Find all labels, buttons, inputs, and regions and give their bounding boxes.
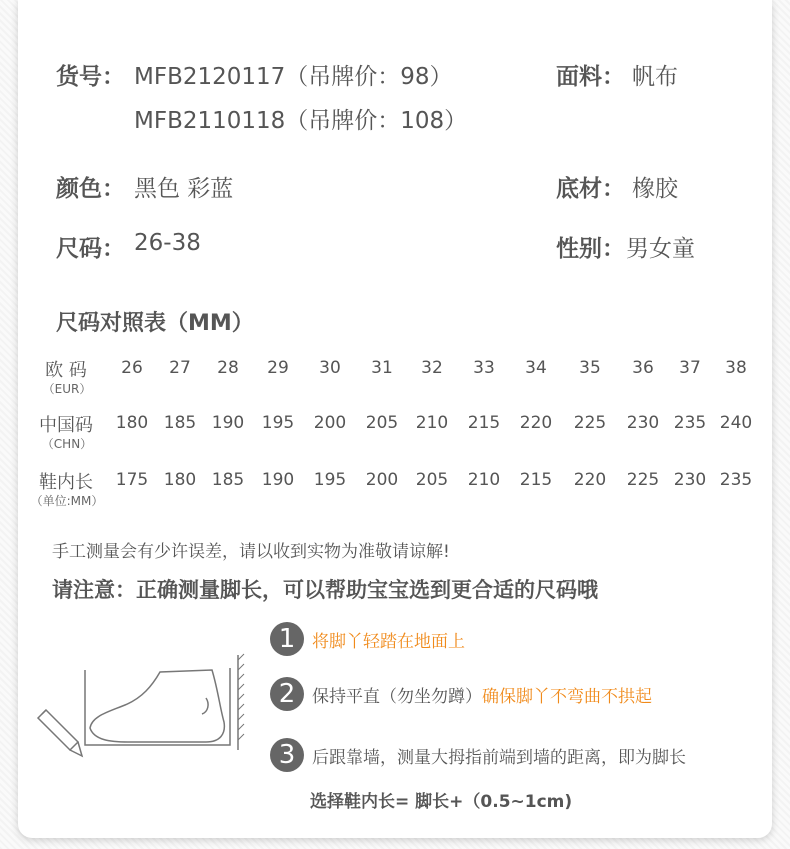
step-2-text bbox=[312, 682, 652, 707]
item-no-label: 货号： bbox=[56, 64, 125, 90]
color-label: 颜色： bbox=[56, 176, 125, 202]
step-1-highlight: 将脚丫轻踏在地面上 bbox=[312, 632, 465, 652]
item-no-value-2: MFB2110118（吊牌价：108） bbox=[134, 108, 468, 134]
step-2-highlight: 确保脚丫不弯曲不拱起 bbox=[482, 687, 652, 707]
size-cell: 30 bbox=[319, 358, 341, 378]
size-cell: 37 bbox=[679, 358, 701, 378]
step-2-plain: 保持平直（勿坐勿蹲） bbox=[312, 687, 482, 707]
size-cell: 225 bbox=[626, 470, 660, 490]
size-cell: 31 bbox=[371, 358, 393, 378]
fabric-value: 帆布 bbox=[632, 64, 678, 90]
size-row-label: 欧 码 bbox=[45, 360, 87, 381]
size-row-unit: （EUR） bbox=[42, 382, 92, 396]
size-cell: 28 bbox=[217, 358, 239, 378]
size-row-unit: （CHN） bbox=[41, 437, 93, 451]
size-cell: 38 bbox=[725, 358, 747, 378]
measurement-note: 手工测量会有少许误差，请以收到实物为准敬请谅解! bbox=[52, 542, 450, 562]
size-cell: 185 bbox=[163, 413, 197, 433]
size-cell: 185 bbox=[211, 470, 245, 490]
size-cell: 200 bbox=[313, 413, 347, 433]
size-cell: 200 bbox=[365, 470, 399, 490]
size-value: 26-38 bbox=[134, 230, 201, 256]
step-1-number: 1 bbox=[270, 622, 304, 656]
size-table-title: 尺码对照表（MM） bbox=[56, 311, 254, 336]
step-3-number: 3 bbox=[270, 738, 304, 772]
size-cell: 27 bbox=[169, 358, 191, 378]
size-cell: 29 bbox=[267, 358, 289, 378]
size-row-label: 中国码 bbox=[39, 415, 93, 436]
step-1-text bbox=[312, 627, 465, 652]
size-cell: 175 bbox=[115, 470, 149, 490]
size-row-label: 鞋内长 bbox=[39, 472, 93, 493]
size-cell: 35 bbox=[579, 358, 601, 378]
step-3-text bbox=[312, 743, 686, 768]
gender-value: 男女童 bbox=[626, 236, 695, 262]
size-cell: 195 bbox=[313, 470, 347, 490]
size-cell: 190 bbox=[211, 413, 245, 433]
item-no-value-1: MFB2120117（吊牌价：98） bbox=[134, 64, 453, 90]
size-cell: 225 bbox=[573, 413, 607, 433]
size-cell: 190 bbox=[261, 470, 295, 490]
foot-measurement-illustration bbox=[30, 650, 250, 770]
size-cell: 180 bbox=[163, 470, 197, 490]
size-cell: 230 bbox=[626, 413, 660, 433]
size-cell: 34 bbox=[525, 358, 547, 378]
size-cell: 210 bbox=[415, 413, 449, 433]
sole-value: 橡胶 bbox=[632, 176, 678, 202]
sole-label: 底材： bbox=[556, 176, 625, 202]
gender-label: 性别： bbox=[556, 236, 625, 262]
color-value: 黑色 彩蓝 bbox=[134, 176, 234, 202]
size-cell: 235 bbox=[673, 413, 707, 433]
size-cell: 235 bbox=[719, 470, 753, 490]
size-cell: 32 bbox=[421, 358, 443, 378]
size-row-unit: （单位:MM） bbox=[30, 494, 104, 508]
size-cell: 33 bbox=[473, 358, 495, 378]
size-cell: 195 bbox=[261, 413, 295, 433]
size-cell: 230 bbox=[673, 470, 707, 490]
size-cell: 220 bbox=[573, 470, 607, 490]
size-formula: 选择鞋内长= 脚长+（0.5~1cm) bbox=[310, 792, 573, 812]
size-cell: 26 bbox=[121, 358, 143, 378]
size-cell: 215 bbox=[467, 413, 501, 433]
size-cell: 240 bbox=[719, 413, 753, 433]
size-cell: 205 bbox=[415, 470, 449, 490]
size-label: 尺码： bbox=[56, 236, 125, 262]
size-cell: 210 bbox=[467, 470, 501, 490]
size-cell: 220 bbox=[519, 413, 553, 433]
measurement-notice: 请注意：正确测量脚长，可以帮助宝宝选到更合适的尺码哦 bbox=[52, 578, 598, 602]
size-cell: 205 bbox=[365, 413, 399, 433]
step-3-plain: 后跟靠墙，测量大拇指前端到墙的距离，即为脚长 bbox=[312, 748, 686, 768]
size-cell: 36 bbox=[632, 358, 654, 378]
step-2-number: 2 bbox=[270, 677, 304, 711]
size-cell: 215 bbox=[519, 470, 553, 490]
size-cell: 180 bbox=[115, 413, 149, 433]
fabric-label: 面料： bbox=[556, 64, 625, 90]
